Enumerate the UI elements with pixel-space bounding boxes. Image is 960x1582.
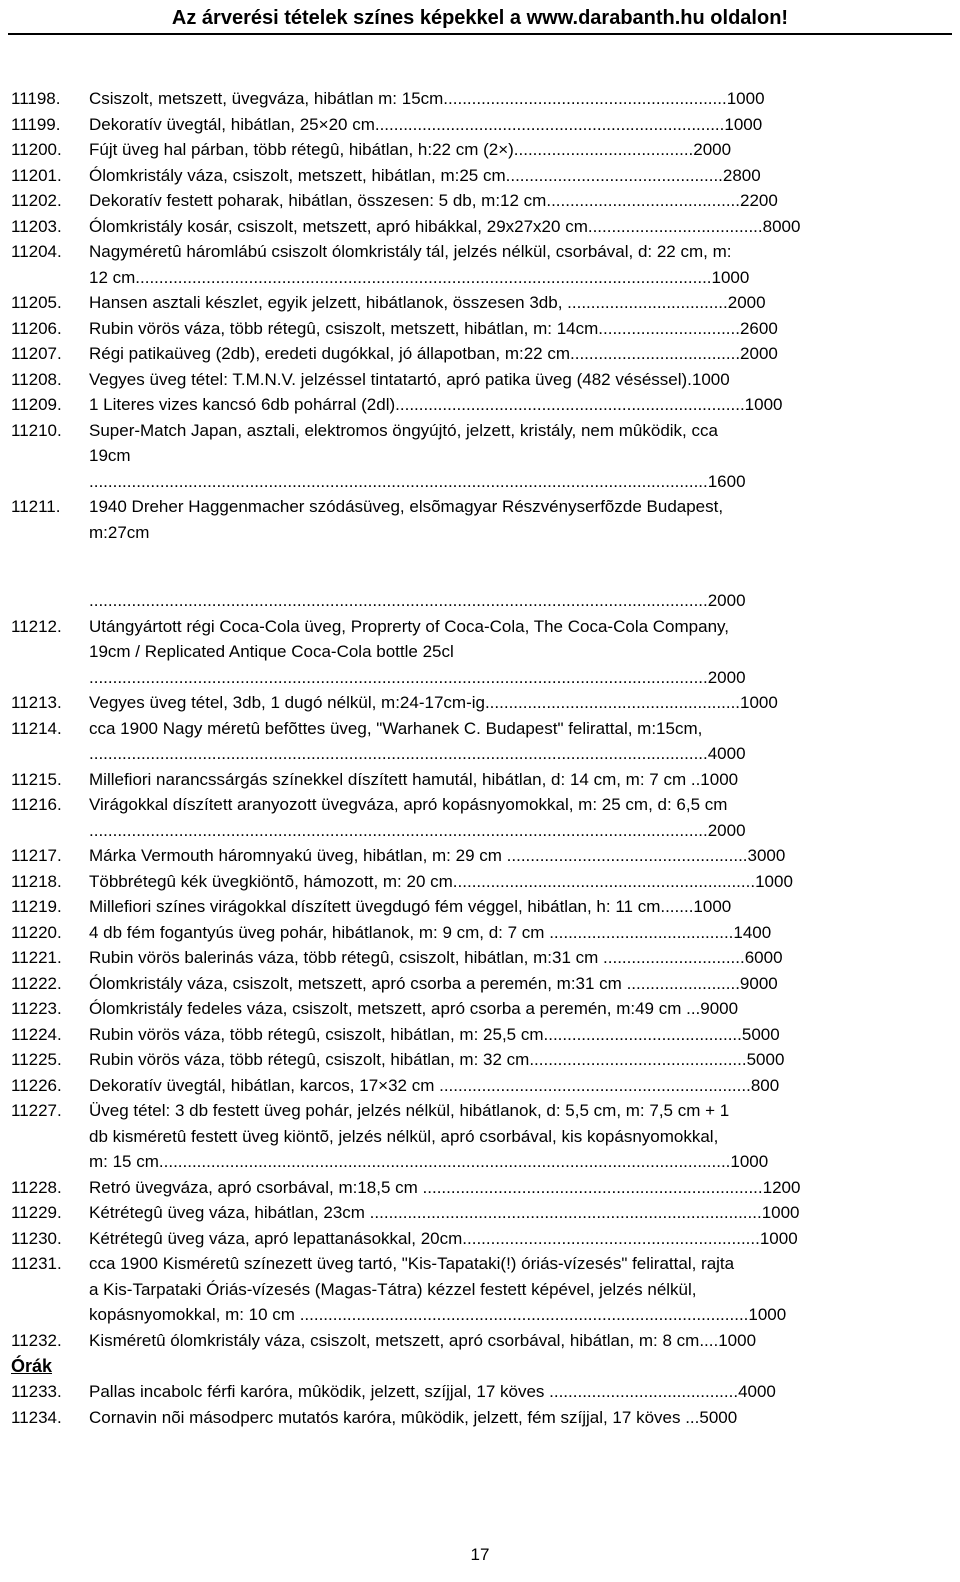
item-number: 11211. <box>11 497 61 516</box>
item-number: 11229. <box>11 1203 62 1222</box>
item-list <box>11 86 931 1430</box>
list-item <box>11 188 931 214</box>
item-description: ...................................................................................................................................2000 <box>89 591 746 610</box>
item-description: Vegyes üveg tétel: T.M.N.V. jelzéssel tintatartó, apró patika üveg (482 véséssel).1000 <box>89 369 730 389</box>
item-number: 11210. <box>11 420 62 440</box>
item-number: 11227. <box>11 1101 62 1120</box>
item-number: 11207. <box>11 344 62 363</box>
page-header <box>8 6 952 35</box>
item-number: 11215. <box>11 769 62 789</box>
item-number: 11216. <box>11 795 62 814</box>
list-item <box>11 971 931 997</box>
item-description: Super-Match Japan, asztali, elektromos öngyújtó, jelzett, kristály, nem mûködik, cca 19cm ...................................................................................................................................1600 <box>89 420 746 491</box>
list-item <box>11 869 931 895</box>
page-number: 17 <box>470 1545 490 1564</box>
item-number: 11198. <box>11 89 61 108</box>
item-description: cca 1900 Nagy méretû befõttes üveg, "Warhanek C. Budapest" felirattal, m:15cm, ...................................................................................................................................4000 <box>89 718 746 763</box>
list-item <box>11 1073 931 1099</box>
item-description: Vegyes üveg tétel, 3db, 1 dugó nélkül, m:24-17cm-ig......................................................1000 <box>89 693 778 712</box>
item-number: 11222. <box>11 973 62 993</box>
item-description: Hansen asztali készlet, egyik jelzett, hibátlanok, összesen 3db, ..................................2000 <box>89 293 766 312</box>
item-description: Üveg tétel: 3 db festett üveg pohár, jelzés nélkül, hibátlanok, d: 5,5 cm, m: 7,5 cm + 1 db kisméretû festett üveg kiöntõ, jelzés nélkül, apró csorbával, kis kopásnyomokkal, m: 15 cm.........................................................................................................................1000 <box>89 1101 769 1171</box>
item-number: 11208. <box>11 369 62 389</box>
item-description: Ólomkristály váza, csiszolt, metszett, hibátlan, m:25 cm..............................................2800 <box>89 165 761 185</box>
list-item <box>11 767 931 793</box>
item-number: 11232. <box>11 1330 62 1350</box>
item-number: 11206. <box>11 318 62 338</box>
list-item <box>11 1047 931 1073</box>
item-number: 11221. <box>11 948 62 967</box>
list-item <box>11 214 931 240</box>
list-item <box>11 137 931 163</box>
item-description: Ólomkristály fedeles váza, csiszolt, metszett, apró csorba a peremén, m:49 cm ...9000 <box>89 999 739 1018</box>
item-description: Csiszolt, metszett, üvegváza, hibátlan m: 15cm............................................................1000 <box>89 89 765 108</box>
item-number: 11204. <box>11 242 62 261</box>
section-title: Órák <box>11 1356 53 1376</box>
item-number: 11218. <box>11 871 62 891</box>
item-description: 1 Literes vizes kancsó 6db pohárral (2dl)..........................................................................1000 <box>89 395 783 414</box>
item-description: Nagyméretû háromlábú csiszolt ólomkristály tál, jelzés nélkül, csorbával, d: 22 cm, m: 12 cm..........................................................................................................................1000 <box>89 242 750 287</box>
list-item <box>11 945 931 971</box>
list-item <box>11 1022 931 1048</box>
item-description: Retró üvegváza, apró csorbával, m:18,5 cm ........................................................................1200 <box>89 1177 801 1197</box>
item-number: 11209. <box>11 395 62 414</box>
list-item <box>11 792 931 843</box>
list-item <box>11 716 931 767</box>
list-item <box>11 690 931 716</box>
item-description: Ólomkristály kosár, csiszolt, metszett, apró hibákkal, 29x27x20 cm.....................................8000 <box>89 216 801 236</box>
item-number: 11230. <box>11 1228 62 1248</box>
item-number: 11217. <box>11 846 62 865</box>
item-number: 11203. <box>11 216 62 236</box>
list-item <box>11 239 931 290</box>
item-number: 11226. <box>11 1075 62 1095</box>
list-item <box>11 1175 931 1201</box>
item-description: Pallas incabolc férfi karóra, mûködik, jelzett, szíjjal, 17 köves ........................................4000 <box>89 1382 776 1401</box>
item-description: cca 1900 Kisméretû színezett üveg tartó, "Kis-Tapataki(!) óriás-vízesés" felirattal, rajta a Kis-Tarpataki Óriás-vízesés (Magas-Tátra) kézzel festett képével, jelzés nélkül, kopásnyomokkal, m: 10 cm ...............................................................................................1000 <box>89 1254 787 1324</box>
item-description: Rubin vörös váza, több rétegû, csiszolt, metszett, hibátlan, m: 14cm..............................2600 <box>89 318 778 338</box>
item-description: Millefiori narancssárgás színekkel díszített hamutál, hibátlan, d: 14 cm, m: 7 cm ..1000 <box>89 769 739 789</box>
item-number: 11220. <box>11 922 62 942</box>
item-description: Kétrétegû üveg váza, apró lepattanásokkal, 20cm...............................................................1000 <box>89 1228 798 1248</box>
item-number: 11201. <box>11 165 62 185</box>
item-number: 11224. <box>11 1024 62 1044</box>
list-item <box>11 614 931 691</box>
item-description: Rubin vörös balerinás váza, több rétegû, csiszolt, hibátlan, m:31 cm ..............................6000 <box>89 948 783 967</box>
list-item <box>11 1200 931 1226</box>
list-item <box>11 341 931 367</box>
list-item <box>11 392 931 418</box>
item-description: Kisméretû ólomkristály váza, csiszolt, metszett, apró csorbával, hibátlan, m: 8 cm....1000 <box>89 1330 757 1350</box>
item-number: 11212. <box>11 616 62 636</box>
item-number: 11213. <box>11 693 62 712</box>
list-item <box>11 894 931 920</box>
item-number: 11200. <box>11 140 62 159</box>
list-item <box>11 1405 931 1431</box>
list-item <box>11 290 931 316</box>
list-item <box>11 494 931 545</box>
item-description: Rubin vörös váza, több rétegû, csiszolt, hibátlan, m: 32 cm..............................................5000 <box>89 1050 785 1069</box>
item-number: 11205. <box>11 293 62 312</box>
item-description: Utángyártott régi Coca-Cola üveg, Proprerty of Coca-Cola, The Coca-Cola Company, 19cm / Replicated Antique Coca-Cola bottle 25cl ...................................................................................................................................2000 <box>89 616 746 687</box>
item-description: Rubin vörös váza, több rétegû, csiszolt, hibátlan, m: 25,5 cm..........................................5000 <box>89 1024 780 1044</box>
list-item <box>11 367 931 393</box>
list-item <box>11 163 931 189</box>
item-number: 11233. <box>11 1382 62 1401</box>
item-number: 11219. <box>11 897 62 916</box>
item-number: 11202. <box>11 191 62 210</box>
item-description: Régi patikaüveg (2db), eredeti dugókkal, jó állapotban, m:22 cm....................................2000 <box>89 344 778 363</box>
list-item <box>11 112 931 138</box>
item-description: Ólomkristály váza, csiszolt, metszett, apró csorba a peremén, m:31 cm ........................9000 <box>89 973 778 993</box>
item-number: 11234. <box>11 1407 62 1427</box>
list-item <box>11 1379 931 1405</box>
header-title: Az árverési tételek színes képekkel a www.darabanth.hu oldalon! <box>171 7 789 29</box>
list-item <box>11 316 931 342</box>
item-description: Fújt üveg hal párban, több rétegû, hibátlan, h:22 cm (2×)......................................2000 <box>89 140 732 159</box>
list-item <box>11 1226 931 1252</box>
item-description: Dekoratív üvegtál, hibátlan, 25×20 cm..........................................................................1000 <box>89 114 763 134</box>
item-description: Dekoratív üvegtál, hibátlan, karcos, 17×32 cm ..................................................................800 <box>89 1075 780 1095</box>
item-description: Cornavin nõi másodperc mutatós karóra, mûködik, jelzett, fém szíjjal, 17 köves ...5000 <box>89 1407 738 1427</box>
item-description: 1940 Dreher Haggenmacher szódásüveg, elsõmagyar Részvényserfõzde Budapest, m:27cm <box>89 497 724 542</box>
item-number: 11231. <box>11 1254 62 1273</box>
list-item <box>11 843 931 869</box>
list-item <box>11 920 931 946</box>
item-number: 11214. <box>11 718 62 738</box>
item-number: 11223. <box>11 999 62 1018</box>
item-number: 11199. <box>11 114 61 134</box>
item-description: Márka Vermouth háromnyakú üveg, hibátlan, m: 29 cm ...................................................3000 <box>89 846 786 865</box>
item-description: Millefiori színes virágokkal díszített üvegdugó fém véggel, hibátlan, h: 11 cm.......1000 <box>89 897 732 916</box>
item-number: 11225. <box>11 1050 62 1069</box>
item-description: Dekoratív festett poharak, hibátlan, összesen: 5 db, m:12 cm.........................................2200 <box>89 191 778 210</box>
item-description: Kétrétegû üveg váza, hibátlan, 23cm ...................................................................................1000 <box>89 1203 800 1222</box>
list-item <box>11 86 931 112</box>
list-item <box>11 1328 931 1354</box>
item-description: Virágokkal díszített aranyozott üvegváza, apró kopásnyomokkal, m: 25 cm, d: 6,5 cm ...................................................................................................................................2000 <box>89 795 746 840</box>
item-description: Többrétegû kék üvegkiöntõ, hámozott, m: 20 cm................................................................1000 <box>89 871 793 891</box>
item-number <box>11 588 89 614</box>
list-item <box>11 996 931 1022</box>
list-item <box>11 418 931 495</box>
item-description: 4 db fém fogantyús üveg pohár, hibátlanok, m: 9 cm, d: 7 cm .......................................1400 <box>89 922 772 942</box>
list-item <box>11 1251 931 1328</box>
item-number: 11228. <box>11 1177 62 1197</box>
list-item <box>11 1098 931 1175</box>
list-item <box>11 588 931 614</box>
